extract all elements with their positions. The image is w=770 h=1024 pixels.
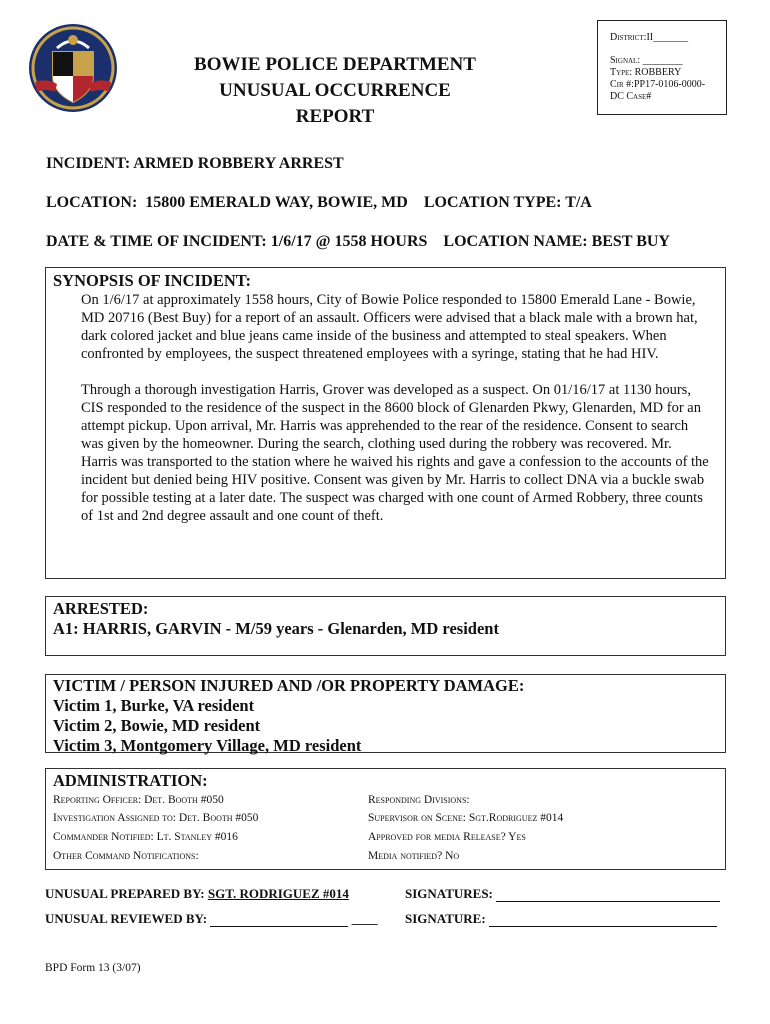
signal-field: Signal: ________ [610, 55, 683, 66]
synopsis-box [45, 267, 726, 579]
title-line-2: UNUSUAL OCCURRENCE [219, 80, 451, 101]
prepared-by-row [45, 886, 349, 902]
synopsis-heading: SYNOPSIS OF INCIDENT: [53, 271, 252, 290]
form-footer: BPD Form 13 (3/07) [45, 962, 141, 974]
commander-notified: Commander Notified: Lt. Stanley #016 [53, 831, 238, 843]
victim-heading: VICTIM / PERSON INJURED AND /OR PROPERTY DAMAGE: [53, 676, 525, 695]
report-title [150, 52, 520, 130]
dc-case-field: DC Case# [610, 91, 652, 102]
reviewed-by-line[interactable] [210, 912, 348, 927]
title-line-1: BOWIE POLICE DEPARTMENT [194, 54, 476, 75]
type-field: Type: ROBBERY [610, 67, 682, 78]
synopsis-paragraph-1: On 1/6/17 at approximately 1558 hours, City of Bowie Police responded to 15800 Emerald Lane - Bowie, MD 20716 (Best Buy) for a report of an assault. Officers were advised that a black male with a brown hat, dark colored jacket and blue jeans came inside of the business and attempted to steal speakers. When confronted by employees, the suspect threatened employees with a syringe, stating that he had HIV. [81, 292, 698, 362]
cir-field: Cir #:PP17-0106-0000- [610, 79, 706, 90]
signatures-label: SIGNATURES: [405, 886, 493, 901]
synopsis-paragraph-2: Through a thorough investigation Harris, Grover was developed as a suspect. On 01/16/17 at 1130 hours, CIS responded to the residence of the suspect in the 8600 block of Glenarden Pkwy, Glenarden, MD for an attempt pickup. Upon arrival, Mr. Harris was apprehended to the rear of the residence. Consent to search was given by the homeowner. During the search, clothing used during the robbery was recovered. Mr. Harris was transported to the station where he waived his rights and gave a confession to the accounts of the incident but denied being HIV positive. Consent was given by Mr. Harris to collect DNA via a buckle swab for possible testing at a later date. The suspect was charged with one count of Armed Robbery, three counts of 1st and 2nd degree assault and one count of theft. [81, 382, 709, 524]
reviewed-by-row [45, 911, 378, 927]
victim-2: Victim 2, Bowie, MD resident [53, 716, 261, 735]
prepared-by-value: SGT. RODRIGUEZ #014 [207, 886, 349, 901]
media-notified: Media notified? No [368, 850, 460, 862]
title-line-3: REPORT [295, 106, 375, 127]
responding-divisions: Responding Divisions: [368, 794, 470, 806]
arrested-box [45, 596, 726, 656]
victim-box [45, 674, 726, 753]
administration-box [45, 768, 726, 870]
signature-label: SIGNATURE: [405, 911, 486, 926]
signature-row [405, 911, 717, 927]
signatures-line[interactable] [496, 887, 720, 902]
signatures-row [405, 886, 720, 902]
reviewed-by-suffix: ____ [351, 911, 378, 926]
prepared-by-label: UNUSUAL PREPARED BY: [45, 886, 205, 901]
location-line: LOCATION: 15800 EMERALD WAY, BOWIE, MD LOCATION TYPE: T/A [46, 194, 592, 211]
arrestee-line: A1: HARRIS, GARVIN - M/59 years - Glenarden, MD resident [53, 619, 499, 638]
reviewed-by-label: UNUSUAL REVIEWED BY: [45, 911, 208, 926]
district-field: District:II_______ [610, 32, 689, 43]
victim-3: Victim 3, Montgomery Village, MD resident [53, 736, 362, 755]
date-time-line: DATE & TIME OF INCIDENT: 1/6/17 @ 1558 HOURS LOCATION NAME: BEST BUY [46, 233, 670, 250]
arrested-heading: ARRESTED: [53, 599, 149, 618]
investigation-assigned: Investigation Assigned to: Det. Booth #050 [53, 812, 259, 824]
other-command-notifications: Other Command Notifications: [53, 850, 199, 862]
victim-1: Victim 1, Burke, VA resident [53, 696, 255, 715]
reporting-officer: Reporting Officer: Det. Booth #050 [53, 794, 224, 806]
incident-line: INCIDENT: ARMED ROBBERY ARREST [46, 155, 344, 172]
police-badge-icon [27, 22, 119, 114]
signature-line[interactable] [489, 912, 717, 927]
supervisor-on-scene: Supervisor on Scene: Sgt.Rodriguez #014 [368, 812, 564, 824]
case-info-box [597, 20, 727, 115]
media-release-approved: Approved for media Release? Yes [368, 831, 526, 843]
administration-heading: ADMINISTRATION: [53, 771, 208, 790]
